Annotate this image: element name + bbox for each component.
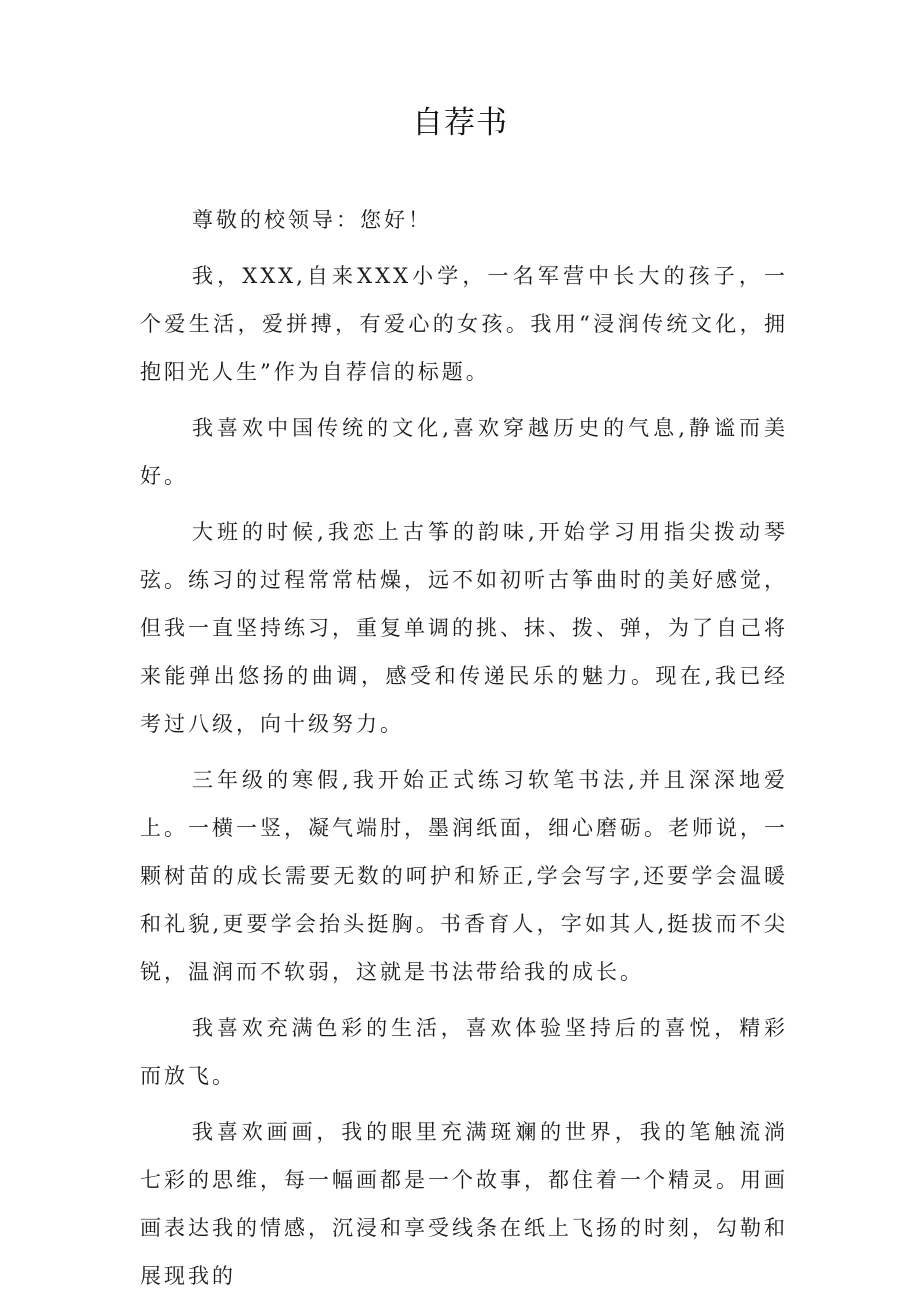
paragraph: 我喜欢充满色彩的生活，喜欢体验坚持后的喜悦，精彩而放飞。 <box>140 1016 788 1088</box>
paragraph: 我，XXX,自来XXX小学，一名军营中长大的孩子，一个爱生活，爱拼搏，有爱心的女孩。我用“浸润传统文化，拥抱阳光人生”作为自荐信的标题。 <box>140 264 788 384</box>
document-body <box>140 196 788 1308</box>
paragraph: 我喜欢中国传统的文化,喜欢穿越历史的气息,静谧而美好。 <box>140 416 788 488</box>
paragraph: 我喜欢画画，我的眼里充满斑斓的世界，我的笔触流淌七彩的思维，每一幅画都是一个故事，都住着一个精灵。用画画表达我的情感，沉浸和享受线条在纸上飞扬的时刻，勾勒和展现我的 <box>140 1120 788 1288</box>
paragraph: 三年级的寒假,我开始正式练习软笔书法,并且深深地爱上。一横一竖，凝气端肘，墨润纸面，细心磨砺。老师说，一颗树苗的成长需要无数的呵护和矫正,学会写字,还要学会温暖和礼貌,更要学会抬头挺胸。书香育人，字如其人,挺拔而不尖锐，温润而不软弱，这就是书法带给我的成长。 <box>140 768 788 984</box>
paragraph: 大班的时候,我恋上古筝的韵味,开始学习用指尖拨动琴弦。练习的过程常常枯燥，远不如初听古筝曲时的美好感觉，但我一直坚持练习，重复单调的挑、抹、拨、弹，为了自己将来能弹出悠扬的曲调，感受和传递民乐的魅力。现在,我已经考过八级，向十级努力。 <box>140 520 788 736</box>
document-title: 自荐书 <box>412 105 508 141</box>
salutation: 尊敬的校领导：您好！ <box>192 208 432 232</box>
